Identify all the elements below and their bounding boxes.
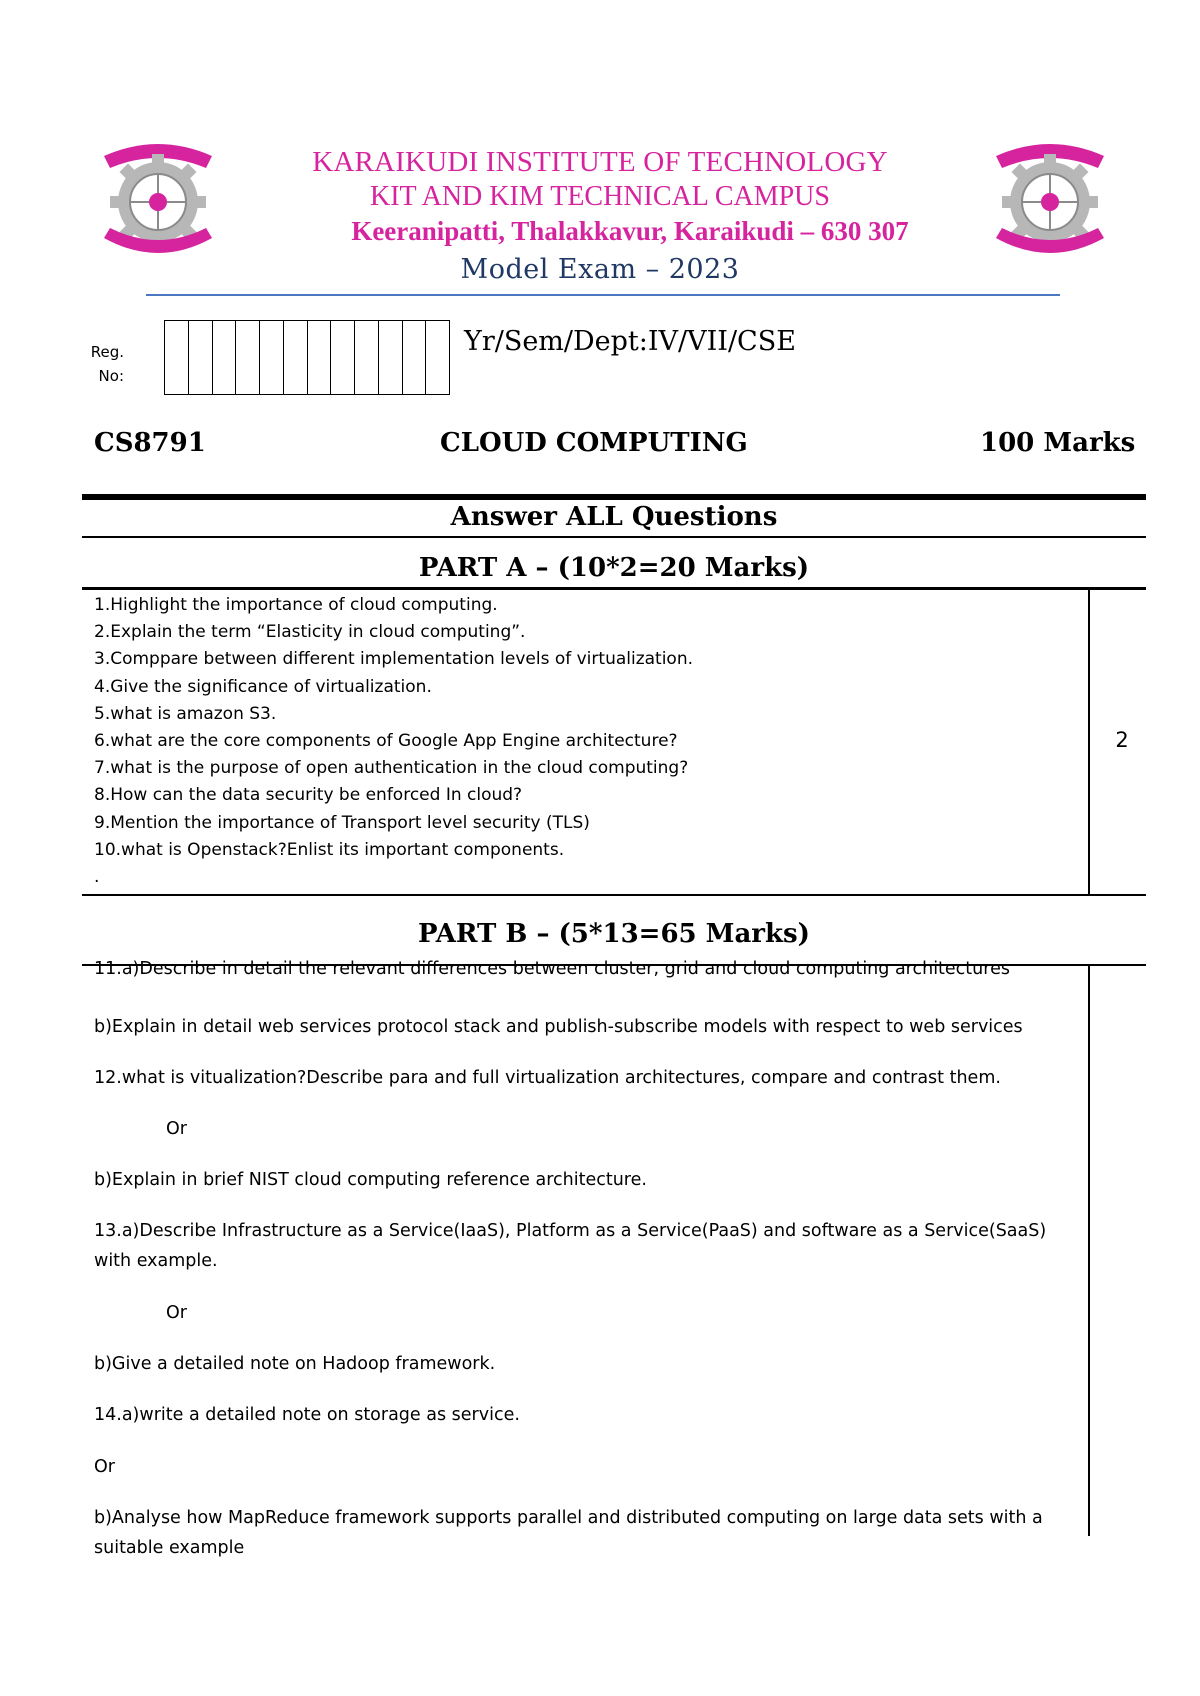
year-sem-dept: Yr/Sem/Dept:IV/VII/CSE	[464, 326, 796, 357]
or-separator: Or	[94, 1457, 115, 1477]
question-item: 10.what is Openstack?Enlist its important components.	[94, 839, 565, 860]
marks-column-divider	[1088, 966, 1090, 1536]
question-item: 1.Highlight the importance of cloud computing.	[94, 595, 498, 615]
divider	[82, 587, 1146, 590]
part-a-questions	[94, 592, 1084, 891]
question-item: 9.Mention the importance of Transport level security (TLS)	[94, 812, 590, 833]
reg-no-cell[interactable]	[165, 321, 189, 394]
reg-no-cell[interactable]	[308, 321, 332, 394]
divider-thick	[82, 494, 1146, 500]
subject-name: CLOUD COMPUTING	[440, 428, 748, 458]
question-item: 13.a)Describe Infrastructure as a Service(IaaS), Platform as a Service(PaaS) and software as a Service(SaaS) with example.	[94, 1221, 1047, 1271]
question-item: b)Give a detailed note on Hadoop framework.	[94, 1354, 496, 1374]
reg-no-cell[interactable]	[355, 321, 379, 394]
question-item: b)Explain in brief NIST cloud computing reference architecture.	[94, 1170, 647, 1190]
question-item: 6.what are the core components of Google App Engine architecture?	[94, 731, 678, 752]
reg-no-cell[interactable]	[236, 321, 260, 394]
part-a-marks: 2	[1115, 728, 1129, 752]
part-b-questions	[94, 959, 1084, 1558]
reg-no-cell[interactable]	[426, 321, 449, 394]
campus-name: KIT AND KIM TECHNICAL CAMPUS	[370, 181, 830, 212]
question-item: 5.what is amazon S3.	[94, 703, 277, 724]
question-item: 2.Explain the term “Elasticity in cloud computing”.	[94, 622, 526, 643]
question-item: b)Explain in detail web services protocol stack and publish-subscribe models with respect to web services	[94, 1017, 1023, 1037]
or-separator: Or	[166, 1303, 187, 1323]
institute-name: KARAIKUDI INSTITUTE OF TECHNOLOGY	[312, 146, 888, 178]
total-marks: 100 Marks	[980, 428, 1136, 458]
subject-code: CS8791	[94, 428, 206, 458]
instructions: Answer ALL Questions	[450, 502, 778, 532]
divider	[82, 536, 1146, 538]
reg-no-cell[interactable]	[260, 321, 284, 394]
reg-no-cell[interactable]	[284, 321, 308, 394]
question-item: .	[94, 867, 100, 888]
exam-title: Model Exam – 2023	[460, 254, 740, 285]
institute-address: Keeranipatti, Thalakkavur, Karaikudi – 630 307	[351, 216, 909, 246]
header-divider	[146, 294, 1060, 296]
reg-no-boxes[interactable]	[164, 320, 450, 395]
reg-no-cell[interactable]	[213, 321, 237, 394]
reg-no-label: Reg. No:	[90, 343, 124, 385]
reg-no-cell[interactable]	[379, 321, 403, 394]
part-a-title: PART A – (10*2=20 Marks)	[418, 553, 810, 583]
question-item: 11.a)Describe in detail the relevant differences between cluster, grid and cloud computing architectures	[94, 959, 1010, 979]
question-item: 8.How can the data security be enforced In cloud?	[94, 785, 523, 806]
question-item: b)Analyse how MapReduce framework supports parallel and distributed computing on large data sets with a suitable example	[94, 1508, 1043, 1558]
reg-no-cell[interactable]	[331, 321, 355, 394]
or-separator: Or	[166, 1119, 187, 1139]
divider	[82, 894, 1146, 896]
marks-column-divider	[1088, 588, 1090, 896]
question-item: 7.what is the purpose of open authentication in the cloud computing?	[94, 758, 689, 779]
question-item: 14.a)write a detailed note on storage as service.	[94, 1405, 520, 1425]
reg-no-cell[interactable]	[403, 321, 427, 394]
question-item: 3.Comppare between different implementation levels of virtualization.	[94, 649, 694, 670]
part-b-title: PART B – (5*13=65 Marks)	[418, 919, 810, 949]
question-item: 4.Give the significance of virtualization.	[94, 676, 432, 697]
reg-no-cell[interactable]	[189, 321, 213, 394]
question-item: 12.what is vitualization?Describe para and full virtualization architectures, compare and contrast them.	[94, 1068, 1001, 1088]
